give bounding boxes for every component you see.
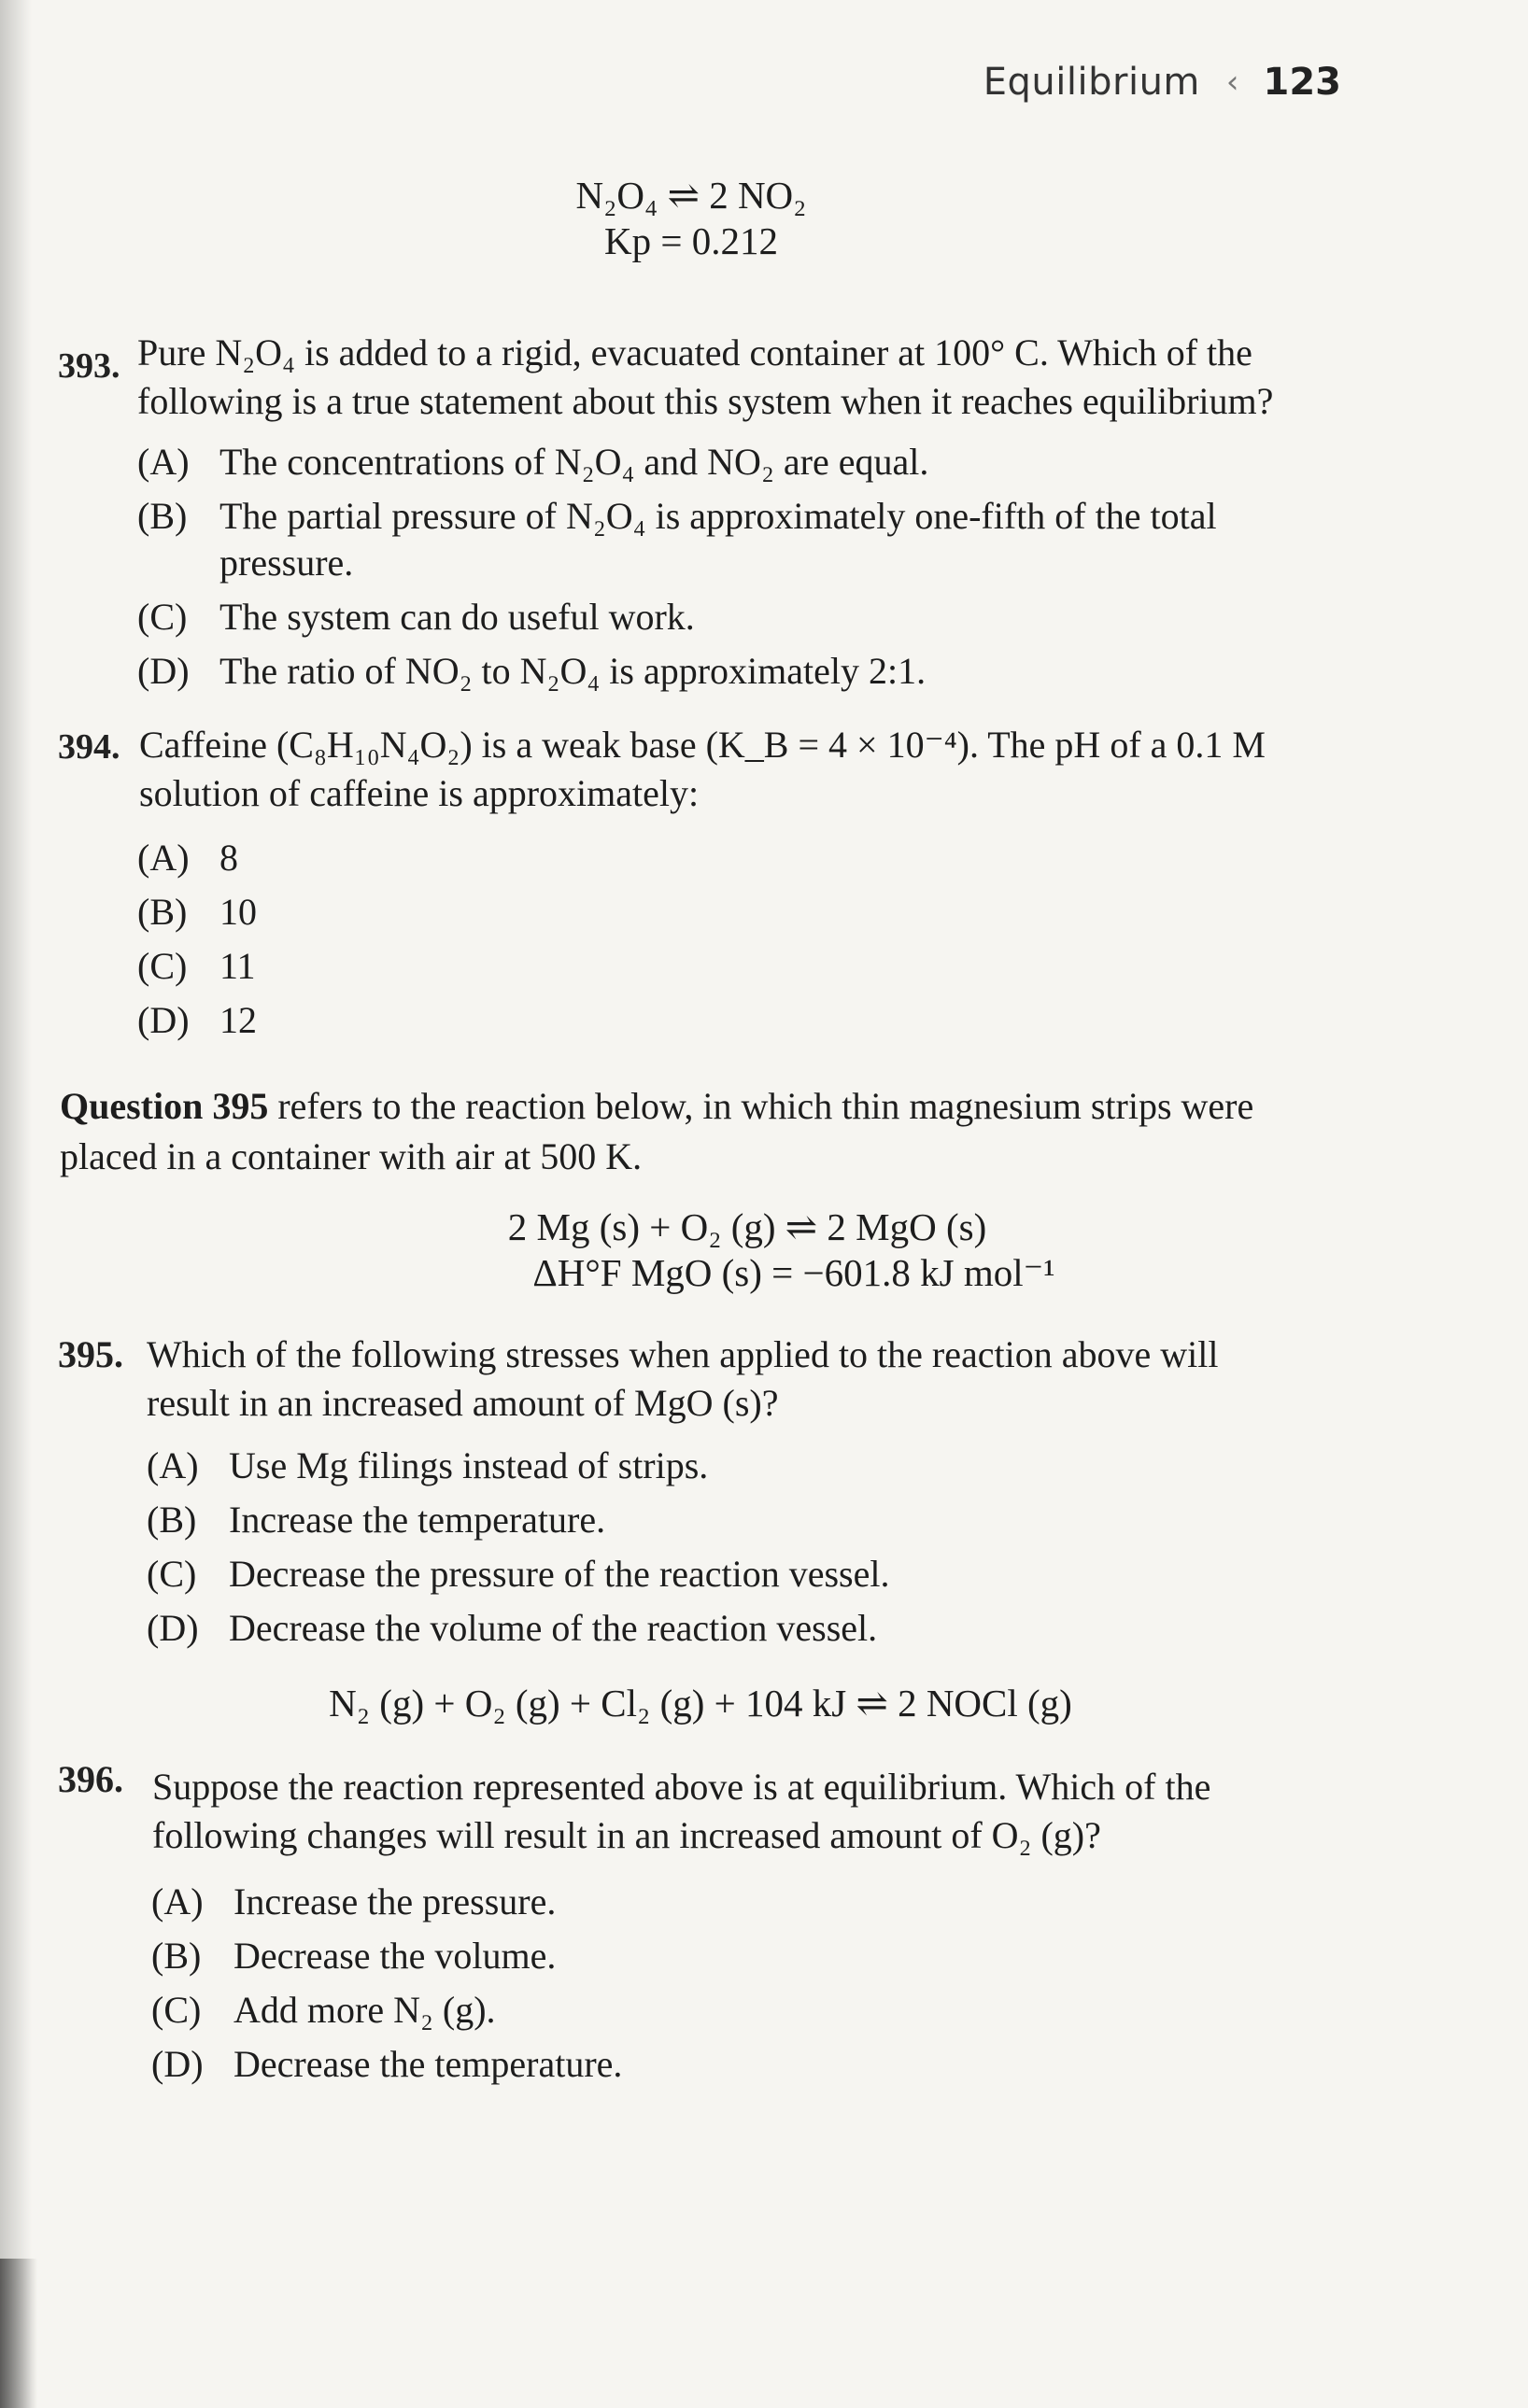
answer-option-b[interactable] — [58, 889, 1272, 936]
answer-option-c[interactable] — [58, 943, 1272, 990]
option-letter: (C) — [137, 596, 188, 638]
option-text: Decrease the pressure of the reaction vessel. — [229, 1553, 890, 1595]
equation-line: N₂O₄ ⇌ 2 NO₂ — [575, 174, 807, 217]
option-letter: (A) — [147, 1444, 199, 1486]
equation-line: N₂ (g) + O₂ (g) + Cl₂ (g) + 104 kJ ⇌ 2 NOCl (g) — [329, 1682, 1072, 1725]
stimulus-395 — [60, 1081, 1386, 1182]
stem-line: solution of caffeine is approximately: — [139, 772, 700, 814]
equation-n2o4 — [523, 173, 859, 264]
option-letter: (B) — [137, 891, 188, 933]
chevron-left-icon: ‹ — [1225, 63, 1239, 101]
option-letter: (B) — [147, 1499, 197, 1541]
option-text: Decrease the volume. — [233, 1935, 557, 1977]
answer-options — [58, 1879, 1272, 2088]
page-binding-shadow-bottom — [0, 2259, 37, 2408]
running-header — [962, 54, 1341, 110]
stimulus-text: refers to the reaction below, in which thin magnesium strips were — [268, 1085, 1254, 1127]
answer-options — [58, 835, 1272, 1044]
answer-option-c[interactable] — [58, 594, 1272, 641]
option-text: Use Mg filings instead of strips. — [229, 1444, 709, 1486]
equation-line: 2 Mg (s) + O₂ (g) ⇌ 2 MgO (s) — [507, 1205, 987, 1248]
option-text: Decrease the temperature. — [233, 2043, 623, 2085]
option-letter: (D) — [137, 650, 190, 692]
stem-line: following is a true statement about this system when it reaches equilibrium? — [137, 380, 1274, 422]
stem-line: Suppose the reaction represented above is at equilibrium. Which of the — [152, 1766, 1211, 1808]
stem-line: result in an increased amount of MgO (s)? — [147, 1382, 779, 1424]
question-stem — [72, 1331, 1272, 1428]
stem-line: following changes will result in an increased amount of O₂ (g)? — [152, 1814, 1101, 1856]
option-letter: (A) — [137, 441, 190, 483]
option-letter: (C) — [137, 945, 188, 987]
option-text-continued: pressure. — [219, 542, 354, 584]
option-text: Increase the pressure. — [233, 1880, 557, 1922]
option-letter: (C) — [151, 1989, 202, 2031]
chapter-title: Equilibrium — [983, 61, 1200, 104]
option-text: Increase the temperature. — [229, 1499, 606, 1541]
answer-option-b[interactable] — [58, 1933, 1272, 1979]
option-text: Decrease the volume of the reaction vessel. — [229, 1607, 878, 1649]
option-text: The concentrations of N₂O₄ and NO₂ are equal. — [219, 441, 929, 483]
question-stem — [72, 1763, 1272, 1860]
stimulus-lead: Question 395 — [60, 1085, 269, 1127]
question-number: 394. — [58, 727, 120, 767]
page-binding-shadow — [0, 0, 32, 2408]
question-stem — [72, 721, 1272, 818]
enthalpy-of-formation: ΔH°F MgO (s) = −601.8 kJ mol⁻¹ — [532, 1251, 1055, 1295]
question-number: 393. — [58, 346, 120, 386]
option-letter: (D) — [147, 1607, 199, 1649]
stimulus-text: placed in a container with air at 500 K. — [60, 1135, 643, 1177]
option-letter: (B) — [137, 495, 188, 537]
stem-line: Which of the following stresses when applied to the reaction above will — [147, 1333, 1219, 1375]
option-letter: (D) — [137, 999, 190, 1041]
answer-option-d[interactable] — [58, 997, 1272, 1044]
question-393 — [58, 329, 1272, 702]
question-396 — [58, 1758, 1272, 2095]
question-stem — [72, 329, 1272, 426]
answer-option-d[interactable] — [58, 2041, 1272, 2088]
option-letter: (A) — [151, 1880, 204, 1922]
answer-option-a[interactable] — [58, 439, 1272, 486]
option-text: The partial pressure of N₂O₄ is approximately one-fifth of the total — [219, 495, 1217, 537]
page-number: 123 — [1263, 61, 1341, 104]
answer-options — [58, 1443, 1272, 1652]
option-letter: (B) — [151, 1935, 202, 1977]
option-letter: (D) — [151, 2043, 204, 2085]
option-letter: (C) — [147, 1553, 197, 1595]
answer-options — [58, 439, 1272, 695]
question-395 — [58, 1331, 1272, 1659]
equilibrium-constant: Kp = 0.212 — [604, 219, 778, 263]
question-number: 395. — [58, 1333, 123, 1375]
option-text: Add more N₂ (g). — [233, 1989, 496, 2031]
option-text: The system can do useful work. — [219, 596, 695, 638]
answer-option-d[interactable] — [58, 1605, 1272, 1652]
stem-line: Pure N₂O₄ is added to a rigid, evacuated container at 100° C. Which of the — [137, 331, 1252, 373]
equation-mgo — [411, 1204, 1083, 1296]
option-text: The ratio of NO₂ to N₂O₄ is approximately 2:1. — [219, 650, 927, 692]
option-text: 10 — [219, 891, 257, 933]
option-text: 11 — [219, 945, 256, 987]
option-text: 8 — [219, 837, 238, 879]
answer-option-a[interactable] — [58, 835, 1272, 881]
option-letter: (A) — [137, 837, 190, 879]
answer-option-a[interactable] — [58, 1879, 1272, 1925]
stem-line: Caffeine (C₈H₁₀N₄O₂) is a weak base (K_B = 4 × 10⁻⁴). The pH of a 0.1 M — [139, 724, 1266, 766]
answer-option-d[interactable] — [58, 648, 1272, 695]
equation-nocl — [271, 1681, 1130, 1726]
answer-option-c[interactable] — [58, 1551, 1272, 1598]
answer-option-b[interactable] — [58, 493, 1272, 586]
answer-option-b[interactable] — [58, 1497, 1272, 1543]
option-text: 12 — [219, 999, 257, 1041]
question-number: 396. — [58, 1758, 123, 1800]
answer-option-a[interactable] — [58, 1443, 1272, 1489]
question-394 — [58, 721, 1272, 1051]
answer-option-c[interactable] — [58, 1987, 1272, 2034]
